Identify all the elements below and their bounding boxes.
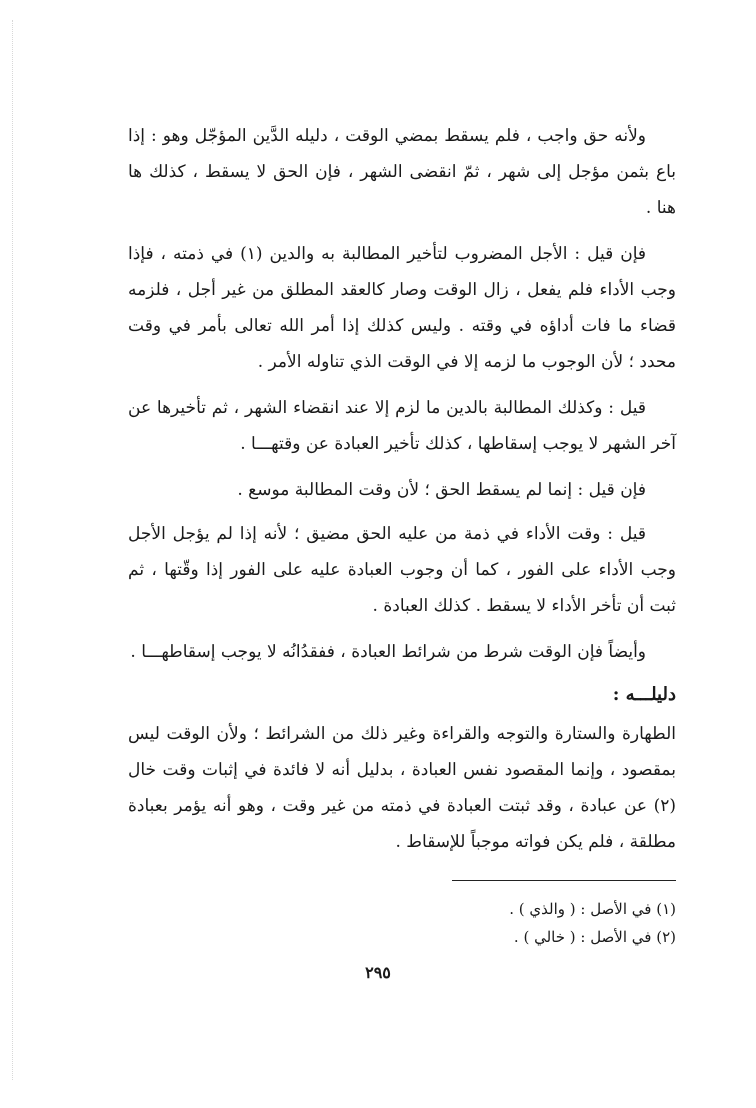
page-body	[128, 118, 676, 870]
paragraph-7: الطهارة والستارة والتوجه والقراءة وغير ذلك من الشرائط ؛ ولأن الوقت ليس بمقصود ، وإنما المقصود نفس العبادة ، بدليل أنه لا فائدة في إثبات وقت خال (٢) عن عبادة ، وقد ثبتت العبادة في ذمته من غير وقت ، وهو أنه يؤمر بعبادة مطلقة ، فلم يكن فواته موجباً للإسقاط .	[128, 724, 676, 852]
footnote-1: (١) في الأصل : ( والذي ) .	[509, 900, 676, 918]
paragraph-6: وأيضاً فإن الوقت شرط من شرائط العبادة ، ففقدُانُه لا يوجب إسقاطهـــا .	[130, 642, 646, 662]
footnotes	[276, 895, 676, 951]
paragraph-2: فإن قيل : الأجل المضروب لتأخير المطالبة به والدين (١) في ذمته ، فإذا وجب الأداء فلم يفعل ، زال الوقت وصار كالعقد المطلق من غير أجل ، فلزمه قضاء ما فات أداؤه في وقته . وليس كذلك إذا أمر الله تعالى بأمر في وقت محدد ؛ لأن الوجوب ما لزمه إلا في الوقت الذي تناوله الأمر .	[128, 244, 676, 372]
page-number: ٢٩٥	[365, 963, 391, 982]
paragraph-5: قيل : وقت الأداء في ذمة من عليه الحق مضيق ؛ لأنه إذا لم يؤجل الأجل وجب الأداء على الفور ، كما أن وجوب العبادة عليه على الفور إذا وقّتها ، ثم ثبت أن تأخر الأداء لا يسقط . كذلك العبادة .	[128, 524, 676, 616]
paragraph-3: قيل : وكذلك المطالبة بالدين ما لزم إلا عند انقضاء الشهر ، ثم تأخيرها عن آخر الشهر لا يوجب إسقاطها ، كذلك تأخير العبادة عن وقتهـــا .	[128, 398, 676, 454]
scan-edge	[12, 20, 14, 1080]
footnote-divider	[452, 880, 676, 881]
paragraph-1: ولأنه حق واجب ، فلم يسقط بمضي الوقت ، دليله الدَّين المؤجّل وهو : إذا باع بثمن مؤجل إلى شهر ، ثمّ انقضى الشهر ، فإن الحق لا يسقط ، كذلك ها هنا .	[128, 126, 676, 218]
paragraph-4: فإن قيل : إنما لم يسقط الحق ؛ لأن وقت المطالبة موسع .	[237, 480, 646, 500]
footnote-2: (٢) في الأصل : ( خالي ) .	[513, 928, 676, 946]
section-heading: دليلـــه :	[612, 684, 676, 705]
